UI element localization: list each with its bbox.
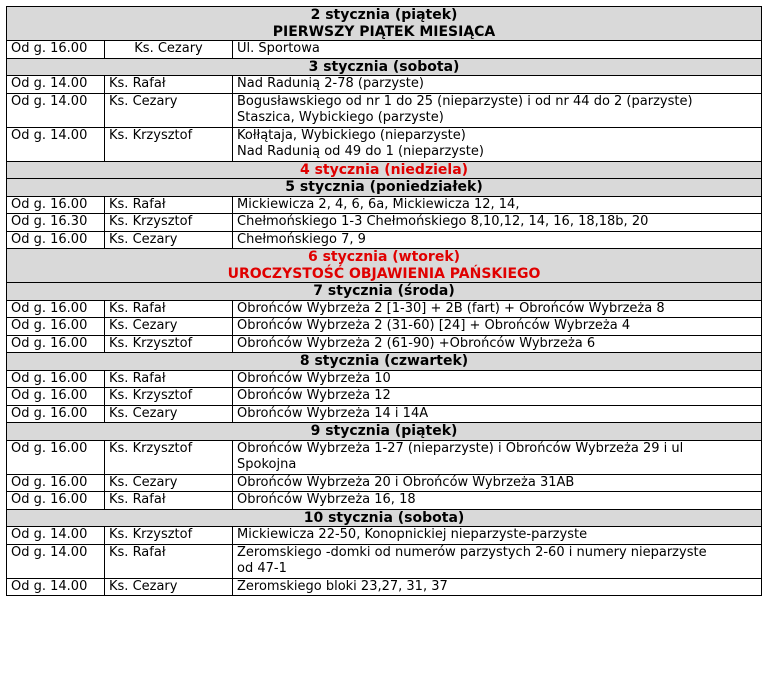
day-header-row [7,161,762,179]
visit-time-cell: Od g. 16.00 [7,370,105,388]
street-line: Obrońców Wybrzeża 2 [1-30] + 2B (fart) + Obrońców Wybrzeża 8 [237,300,665,316]
day-date-label: 2 stycznia (piątek) [310,7,458,23]
day-date-label: 3 stycznia (sobota) [308,58,460,75]
visit-time-cell: Od g. 14.00 [7,93,105,127]
visit-time-cell: Od g. 14.00 [7,127,105,161]
table-row [7,335,762,353]
visit-time-cell: Od g. 16.00 [7,388,105,406]
street-line: Chełmońskiego 7, 9 [237,231,366,247]
table-row [7,93,762,127]
visit-schedule-table [6,6,762,596]
visit-time-cell: Od g. 14.00 [7,76,105,94]
day-header-row [7,179,762,197]
visit-time-cell: Od g. 14.00 [7,527,105,545]
streets-cell [233,76,762,94]
streets-cell [233,127,762,161]
street-line: Obrońców Wybrzeża 20 i Obrońców Wybrzeża 31AB [237,474,575,490]
priest-cell: Ks. Krzysztof [105,440,233,474]
streets-cell [233,578,762,596]
day-header-row [7,58,762,76]
priest-cell: Ks. Cezary [105,578,233,596]
street-line: Mickiewicza 2, 4, 6, 6a, Mickiewicza 12, 14, [237,196,520,212]
day-header-row [7,353,762,371]
priest-cell: Ks. Rafał [105,544,233,578]
day-header-row [7,249,762,283]
priest-cell: Ks. Cezary [105,318,233,336]
table-row [7,214,762,232]
streets-cell [233,405,762,423]
day-header [7,179,762,197]
day-occasion-label: UROCZYSTOŚĆ OBJAWIENIA PAŃSKIEGO [227,265,541,282]
streets-cell [233,93,762,127]
table-row [7,41,762,59]
day-date-label: 9 stycznia (piątek) [310,423,458,439]
street-line: Obrońców Wybrzeża 2 (31-60) [24] + Obrońców Wybrzeża 4 [237,318,631,333]
streets-cell [233,214,762,232]
street-line: Bogusławskiego od nr 1 do 25 (nieparzyste) i od nr 44 do 2 (parzyste) [237,93,693,109]
street-line: Staszica, Wybickiego (parzyste) [237,110,444,125]
day-header [7,161,762,179]
table-row [7,405,762,423]
day-date-label: 6 stycznia (wtorek) [307,249,461,265]
table-row [7,440,762,474]
table-row [7,388,762,406]
streets-cell [233,440,762,474]
priest-cell: Ks. Cezary [105,41,233,59]
street-line: od 47-1 [237,561,287,576]
day-occasion-label: PIERWSZY PIĄTEK MIESIĄCA [272,23,496,40]
visit-time-cell: Od g. 16.00 [7,405,105,423]
street-line: Obrońców Wybrzeża 10 [237,370,391,386]
priest-cell: Ks. Rafał [105,196,233,214]
priest-cell: Ks. Krzysztof [105,527,233,545]
priest-cell: Ks. Cezary [105,405,233,423]
street-line: Kołłątaja, Wybickiego (nieparzyste) [237,127,466,143]
priest-cell: Ks. Rafał [105,76,233,94]
street-line: Chełmońskiego 1-3 Chełmońskiego 8,10,12, 14, 16, 18,18b, 20 [237,214,649,229]
day-header [7,353,762,371]
table-row [7,492,762,510]
day-header [7,7,762,41]
schedule-body [7,7,762,596]
day-header [7,509,762,527]
day-header-row [7,509,762,527]
visit-time-cell: Od g. 16.00 [7,196,105,214]
street-line: Obrońców Wybrzeża 2 (61-90) +Obrońców Wybrzeża 6 [237,335,596,351]
priest-cell: Ks. Rafał [105,300,233,318]
street-line: Obrońców Wybrzeża 14 i 14A [237,405,429,421]
priest-cell: Ks. Krzysztof [105,214,233,232]
visit-time-cell: Od g. 16.00 [7,300,105,318]
visit-time-cell: Od g. 16.00 [7,474,105,492]
street-line: Spokojna [237,457,297,472]
priest-cell: Ks. Cezary [105,93,233,127]
priest-cell: Ks. Cezary [105,231,233,249]
streets-cell [233,492,762,510]
streets-cell [233,388,762,406]
streets-cell [233,318,762,336]
street-line: Żeromskiego -domki od numerów parzystych 2-60 i numery nieparzyste [237,544,707,560]
streets-cell [233,300,762,318]
priest-cell: Ks. Rafał [105,370,233,388]
priest-cell: Ks. Cezary [105,474,233,492]
day-header [7,58,762,76]
street-line: Nad Radunią 2-78 (parzyste) [237,76,424,91]
streets-cell [233,335,762,353]
day-header-row [7,423,762,441]
day-date-label: 4 stycznia (niedziela) [299,161,469,178]
day-date-label: 10 stycznia (sobota) [303,509,465,526]
visit-time-cell: Od g. 16.30 [7,214,105,232]
table-row [7,76,762,94]
visit-time-cell: Od g. 16.00 [7,440,105,474]
visit-time-cell: Od g. 16.00 [7,318,105,336]
day-date-label: 8 stycznia (czwartek) [299,353,469,369]
table-row [7,300,762,318]
day-header-row [7,7,762,41]
street-line: Nad Radunią od 49 do 1 (nieparzyste) [237,144,484,159]
visit-time-cell: Od g. 16.00 [7,492,105,510]
street-line: Ul. Sportowa [237,41,320,56]
street-line: Obrońców Wybrzeża 16, 18 [237,492,416,507]
table-row [7,196,762,214]
table-row [7,127,762,161]
street-line: Obrońców Wybrzeża 1-27 (nieparzyste) i Obrońców Wybrzeża 29 i ul [237,440,684,456]
table-row [7,318,762,336]
priest-cell: Ks. Rafał [105,492,233,510]
visit-time-cell: Od g. 16.00 [7,231,105,249]
streets-cell [233,196,762,214]
table-row [7,527,762,545]
day-header [7,283,762,301]
priest-cell: Ks. Krzysztof [105,388,233,406]
day-date-label: 7 stycznia (środa) [313,283,455,299]
table-row [7,578,762,596]
visit-time-cell: Od g. 14.00 [7,578,105,596]
day-header-row [7,283,762,301]
table-row [7,544,762,578]
day-header [7,423,762,441]
priest-cell: Ks. Krzysztof [105,335,233,353]
table-row [7,231,762,249]
streets-cell [233,370,762,388]
table-row [7,474,762,492]
street-line: Żeromskiego bloki 23,27, 31, 37 [237,578,448,594]
streets-cell [233,527,762,545]
visit-time-cell: Od g. 14.00 [7,544,105,578]
streets-cell [233,41,762,59]
streets-cell [233,231,762,249]
visit-time-cell: Od g. 16.00 [7,335,105,353]
streets-cell [233,544,762,578]
day-header [7,249,762,283]
street-line: Obrońców Wybrzeża 12 [237,388,391,403]
day-date-label: 5 stycznia (poniedziałek) [285,179,483,195]
streets-cell [233,474,762,492]
priest-cell: Ks. Krzysztof [105,127,233,161]
table-row [7,370,762,388]
visit-time-cell: Od g. 16.00 [7,41,105,59]
street-line: Mickiewicza 22-50, Konopnickiej nieparzyste-parzyste [237,527,588,542]
